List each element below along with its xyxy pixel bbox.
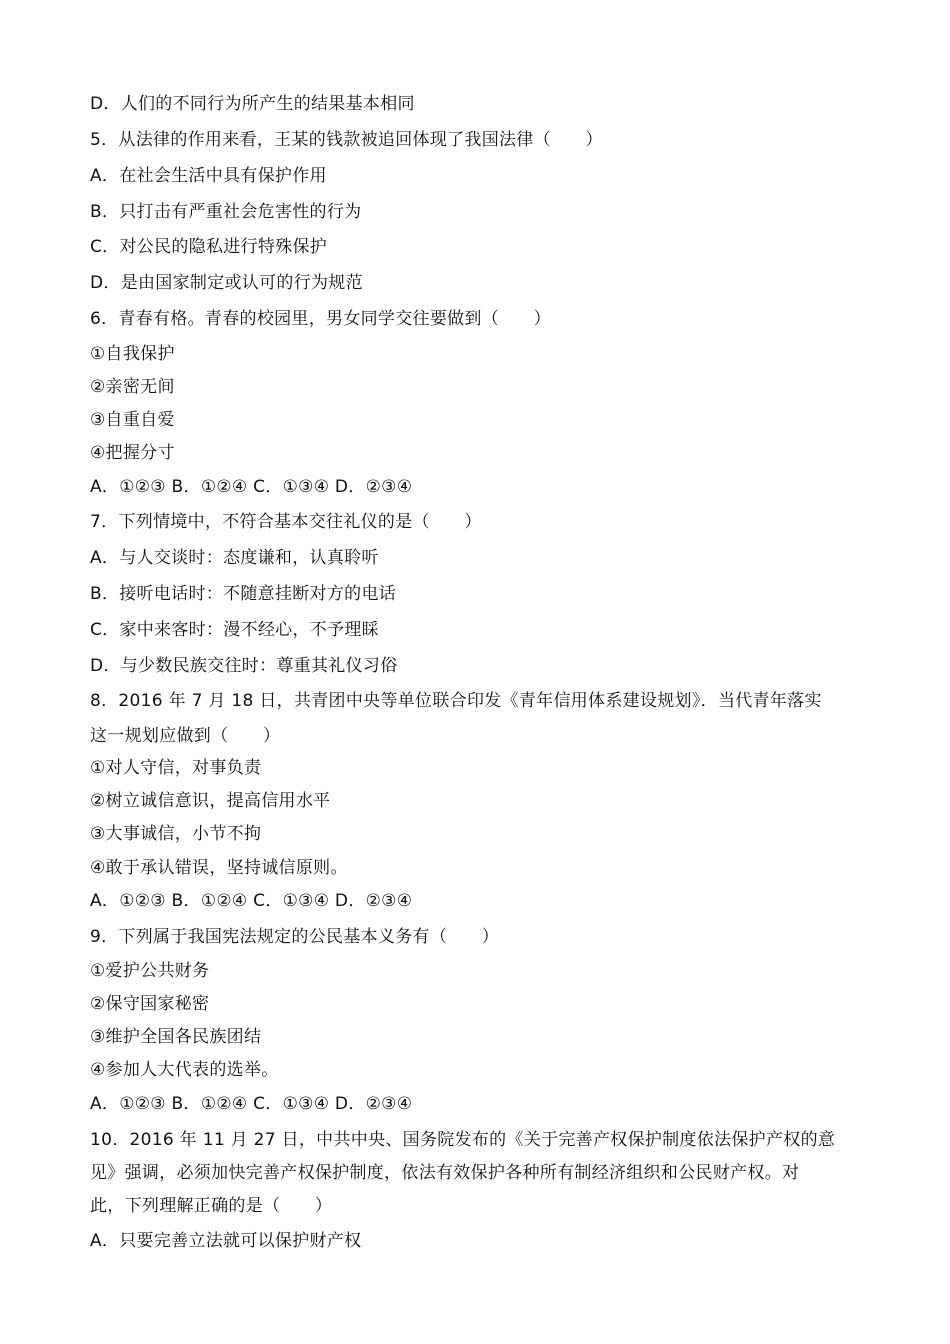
q6-statement-4: ④把握分寸 [90,443,175,463]
q6-options: A．①②③ B．①②④ C．①③④ D．②③④ [90,477,413,497]
q7-option-d: D．与少数民族交往时：尊重其礼仪习俗 [90,656,398,676]
q10-stem-line-2: 见》强调，必须加快完善产权保护制度，依法有效保护各种所有制经济组织和公民财产权。对 [90,1163,800,1183]
q5-option-d: D．是由国家制定或认可的行为规范 [90,273,363,293]
q7-option-c: C．家中来客时：漫不经心，不予理睬 [90,620,379,640]
q9-options: A．①②③ B．①②④ C．①③④ D．②③④ [90,1094,413,1114]
q8-statement-3: ③大事诚信，小节不拘 [90,824,262,844]
q8-stem-line-1: 8．2016 年 7 月 18 日，共青团中央等单位联合印发《青年信用体系建设规划》．当代青年落实 [90,691,822,711]
q8-statement-2: ②树立诚信意识，提高信用水平 [90,791,331,811]
q6-stem: 6．青春有格。青春的校园里，男女同学交往要做到（ ） [90,309,551,329]
q6-statement-3: ③自重自爱 [90,410,175,430]
q9-statement-1: ①爱护公共财务 [90,961,210,981]
q8-stem-line-2: 这一规划应做到（ ） [90,726,281,746]
q7-option-b: B．接听电话时：不随意挂断对方的电话 [90,584,397,604]
q10-stem-line-1: 10．2016 年 11 月 27 日，中共中央、国务院发布的《关于完善产权保护制度依法保护产权的意 [90,1130,836,1150]
q5-option-b: B．只打击有严重社会危害性的行为 [90,202,362,222]
q9-statement-2: ②保守国家秘密 [90,994,210,1014]
q6-statement-2: ②亲密无间 [90,377,175,397]
q5-option-c: C．对公民的隐私进行特殊保护 [90,237,328,257]
q5-option-a: A．在社会生活中具有保护作用 [90,166,327,186]
q10-option-a: A．只要完善立法就可以保护财产权 [90,1231,362,1251]
q9-statement-3: ③维护全国各民族团结 [90,1027,262,1047]
q7-stem: 7．下列情境中，不符合基本交往礼仪的是（ ） [90,512,482,532]
q8-options: A．①②③ B．①②④ C．①③④ D．②③④ [90,891,413,911]
q6-statement-1: ①自我保护 [90,344,175,364]
q8-statement-4: ④敢于承认错误，坚持诚信原则。 [90,858,348,878]
q5-stem: 5．从法律的作用来看，王某的钱款被追回体现了我国法律（ ） [90,130,603,150]
q9-stem: 9．下列属于我国宪法规定的公民基本义务有（ ） [90,927,500,947]
q8-statement-1: ①对人守信，对事负责 [90,758,262,778]
q7-option-a: A．与人交谈时：态度谦和，认真聆听 [90,548,379,568]
q10-stem-line-3: 此，下列理解正确的是（ ） [90,1196,333,1216]
q9-statement-4: ④参加人大代表的选举。 [90,1060,279,1080]
q4-option-d: D．人们的不同行为所产生的结果基本相同 [90,94,415,114]
